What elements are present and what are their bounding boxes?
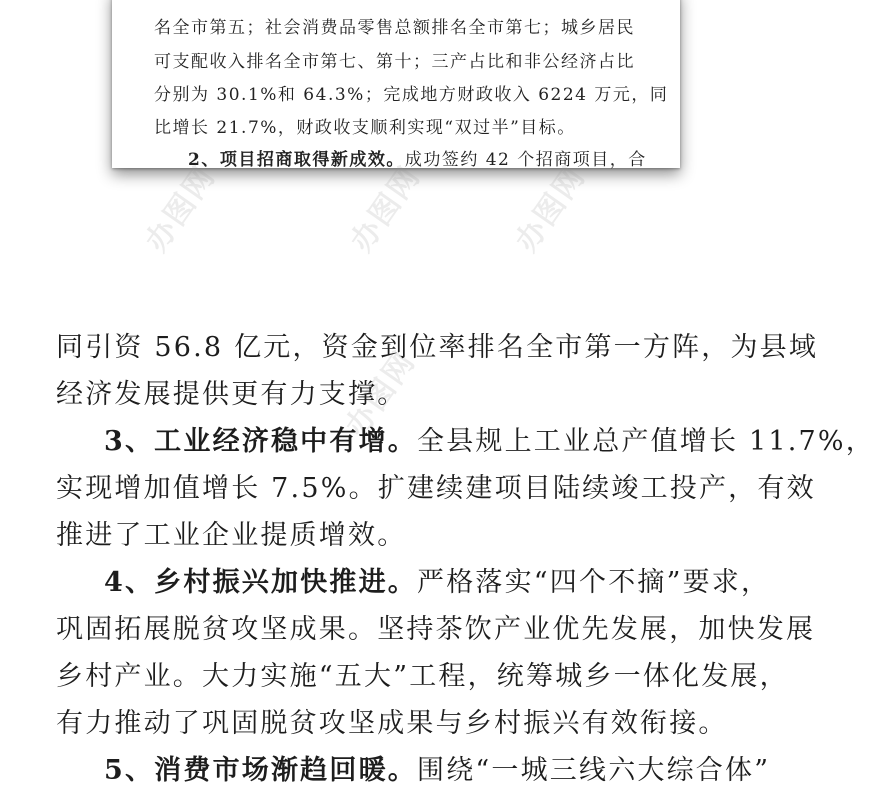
paragraph-line: 巩固拓展脱贫攻坚成果。坚持茶饮产业优先发展，加快发展 xyxy=(56,614,816,645)
watermark: 办图网 xyxy=(344,159,428,259)
watermark: 办图网 xyxy=(139,159,223,259)
item3-line: 3、工业经济稳中有增。全县规上工业总产值增长 11.7%， xyxy=(104,426,875,457)
paragraph-line: 经济发展提供更有力支撑。 xyxy=(56,379,407,410)
preview-line-5: 比增长 21.7%，财政收支顺利实现“双过半”目标。 xyxy=(154,118,576,138)
item4-line: 4、乡村振兴加快推进。严格落实“四个不摘”要求， xyxy=(104,567,771,598)
paragraph-line: 有力推动了巩固脱贫攻坚成果与乡村振兴有效衔接。 xyxy=(56,708,728,739)
preview-line-2: 名全市第五；社会消费品零售总额排名全市第七；城乡居民 xyxy=(154,18,635,38)
paragraph-line: 实现增加值增长 7.5%。扩建续建项目陆续竣工投产，有效 xyxy=(56,473,816,504)
item4-heading: 4、乡村振兴加快推进。 xyxy=(104,567,417,598)
item5-heading: 5、消费市场渐趋回暖。 xyxy=(104,755,417,786)
preview-item2-text: 成功签约 42 个招商项目，合 xyxy=(404,150,647,170)
paragraph-line: 乡村产业。大力实施“五大”工程，统筹城乡一体化发展， xyxy=(56,661,789,692)
item3-heading: 3、工业经济稳中有增。 xyxy=(104,426,417,457)
watermark: 办图网 xyxy=(509,159,593,259)
paragraph-line: 同引资 56.8 亿元，资金到位率排名全市第一方阵，为县域 xyxy=(56,332,819,363)
paragraph-line: 推进了工业企业提质增效。 xyxy=(56,520,407,551)
preview-line-3: 可支配收入排名全市第七、第十；三产占比和非公经济占比 xyxy=(154,52,635,72)
item5-line: 5、消费市场渐趋回暖。围绕“一城三线六大综合体” xyxy=(104,755,771,786)
watermark: 办图网 xyxy=(339,344,423,444)
preview-item2-heading: 2、项目招商取得新成效。 xyxy=(188,150,405,170)
preview-line-4: 分别为 30.1%和 64.3%；完成地方财政收入 6224 万元，同 xyxy=(154,85,669,105)
